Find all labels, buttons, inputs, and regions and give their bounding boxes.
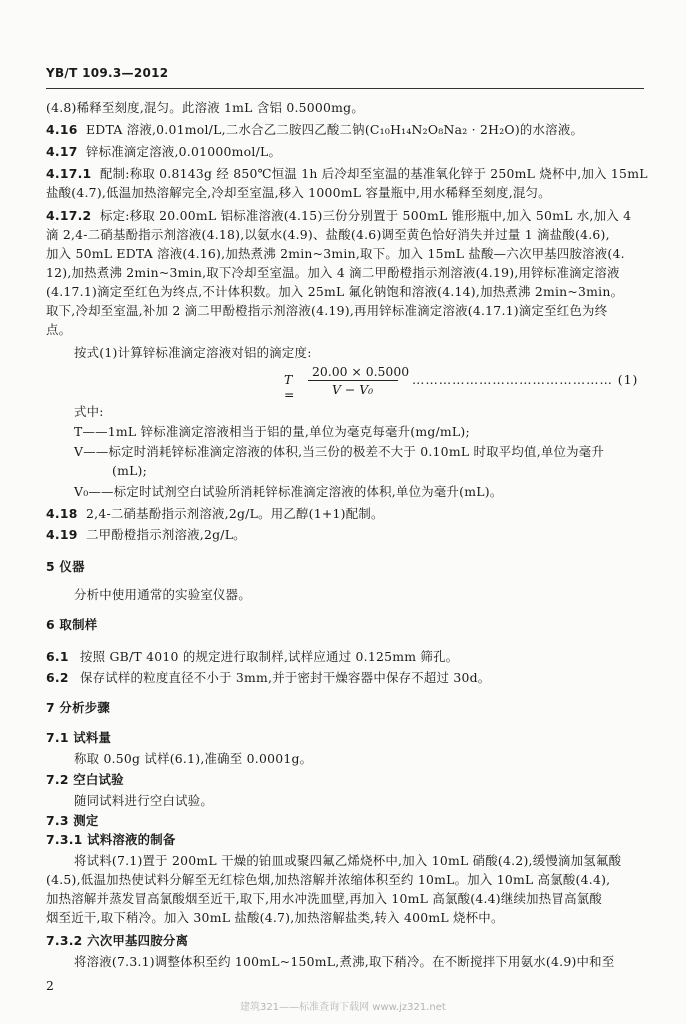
subsection-heading: 7.2 空白试验 [46,772,124,787]
section-heading: 7 分析步骤 [46,700,110,715]
formula-lhs: T = [284,372,295,402]
definition-line: T——1mL 锌标准滴定溶液相当于铝的量,单位为毫克每毫升(mg/mL); [74,424,470,439]
text-line: 分析中使用通常的实验室仪器。 [74,587,251,602]
clause-number: 6.2 [46,670,69,685]
text-line: 点。 [46,322,72,337]
clause-number: 4.16 [46,122,78,137]
text-line: EDTA 溶液,0.01mol/L,二水合乙二胺四乙酸二钠(C₁₀H₁₄N₂O₈Na₂ · 2H₂O)的水溶液。 [86,122,584,137]
text-line: 烟至近干,取下稍冷。加入 30mL 盐酸(4.7),加热溶解盐类,转入 400mL 烧杯中。 [46,910,504,925]
text-line: 保存试样的粒度直径不小于 3mm,并于密封干燥容器中保存不超过 30d。 [80,670,491,685]
clause-number: 4.19 [46,527,78,542]
text-line: (4.17.1)滴定至红色为终点,不计体积数。加入 25mL 氟化钠饱和溶液(4.14),加热煮沸 2min~3min。 [46,284,624,299]
text-line: 盐酸(4.7),低温加热溶解完全,冷却至室温,移入 1000mL 容量瓶中,用水稀释至刻度,混匀。 [46,185,551,200]
definition-line: (mL); [112,463,148,478]
text-line: 标定:移取 20.00mL 铝标准溶液(4.15)三份分别置于 500mL 锥形瓶中,加入 50mL 水,加入 4 [100,208,632,223]
equation-number: ……………………………………… (1) [412,372,639,387]
watermark: 建筑321——标准查询下载网 www.jz321.net [240,1002,446,1013]
text-line: 按照 GB/T 4010 的规定进行取制样,试样应通过 0.125mm 筛孔。 [80,649,459,664]
text-line: 将溶液(7.3.1)调整体积至约 100mL~150mL,煮沸,取下稍冷。在不断搅拌下用氨水(4.9)中和至 [74,954,615,969]
subsection-heading: 7.1 试料量 [46,730,112,745]
text-line: (4.8)稀释至刻度,混匀。此溶液 1mL 含铝 0.5000mg。 [46,100,364,115]
text-line: (4.5),低温加热使试料分解至无红棕色烟,加热溶解并浓缩体积至约 10mL。加入 10mL 高氯酸(4.4), [46,872,611,887]
clause-number: 4.18 [46,506,78,521]
fraction-bar [308,380,398,381]
text-line: 2,4-二硝基酚指示剂溶液,2g/L。用乙醇(1+1)配制。 [86,506,384,521]
page-number: 2 [46,978,55,993]
definition-line: V₀——标定时试剂空白试验所消耗锌标准滴定溶液的体积,单位为毫升(mL)。 [74,484,503,499]
clause-number: 4.17 [46,144,78,159]
text-line: 将试料(7.1)置于 200mL 干燥的铂皿或聚四氟乙烯烧杯中,加入 10mL 硝酸(4.2),缓慢滴加氢氟酸 [74,853,622,868]
formula-numerator: 20.00 × 0.5000 [312,364,410,379]
definition-line: V——标定时消耗锌标准滴定溶液的体积,当三份的极差不大于 0.10mL 时取平均值,单位为毫升 [74,444,605,459]
subsection-heading: 7.3.2 六次甲基四胺分离 [46,933,189,948]
text-line: 取下,冷却至室温,补加 2 滴二甲酚橙指示剂溶液(4.19),再用锌标准滴定溶液(4.17.1)滴定至红色为终 [46,303,608,318]
doc-code: YB/T 109.3—2012 [46,66,169,80]
text-line: 锌标准滴定溶液,0.01000mol/L。 [86,144,282,159]
clause-number: 6.1 [46,649,69,664]
text-line: 称取 0.50g 试样(6.1),准确至 0.0001g。 [74,751,313,766]
header-rule [46,88,644,89]
clause-number: 4.17.2 [46,208,92,223]
section-heading: 6 取制样 [46,617,98,632]
text-line: 配制:称取 0.8143g 经 850℃恒温 1h 后冷却至室温的基准氧化锌于 250mL 烧杯中,加入 15mL [100,166,648,181]
formula-denominator: V − V₀ [332,382,374,397]
subsection-heading: 7.3 测定 [46,813,99,828]
formula-intro: 按式(1)计算锌标准滴定溶液对铝的滴定度: [74,345,312,360]
text-line: 12),加热煮沸 2min~3min,取下冷却至室温。加入 4 滴二甲酚橙指示剂溶液(4.19),用锌标准滴定溶液 [46,265,620,280]
text-line: 加入 50mL EDTA 溶液(4.16),加热煮沸 2min~3min,取下。加入 15mL 盐酸—六次甲基四胺溶液(4. [46,246,625,261]
clause-number: 4.17.1 [46,166,92,181]
subsection-heading: 7.3.1 试料溶液的制备 [46,832,176,847]
section-heading: 5 仪器 [46,559,85,574]
text-line: 加热溶解并蒸发冒高氯酸烟至近干,取下,用水冲洗皿壁,再加入 10mL 高氯酸(4.4)继续加热冒高氯酸 [46,891,603,906]
where-label: 式中: [74,404,104,419]
text-line: 滴 2,4-二硝基酚指示剂溶液(4.18),以氨水(4.9)、盐酸(4.6)调至黄色恰好消失并过量 1 滴盐酸(4.6), [46,227,610,242]
text-line: 二甲酚橙指示剂溶液,2g/L。 [86,527,246,542]
text-line: 随同试料进行空白试验。 [74,793,214,808]
